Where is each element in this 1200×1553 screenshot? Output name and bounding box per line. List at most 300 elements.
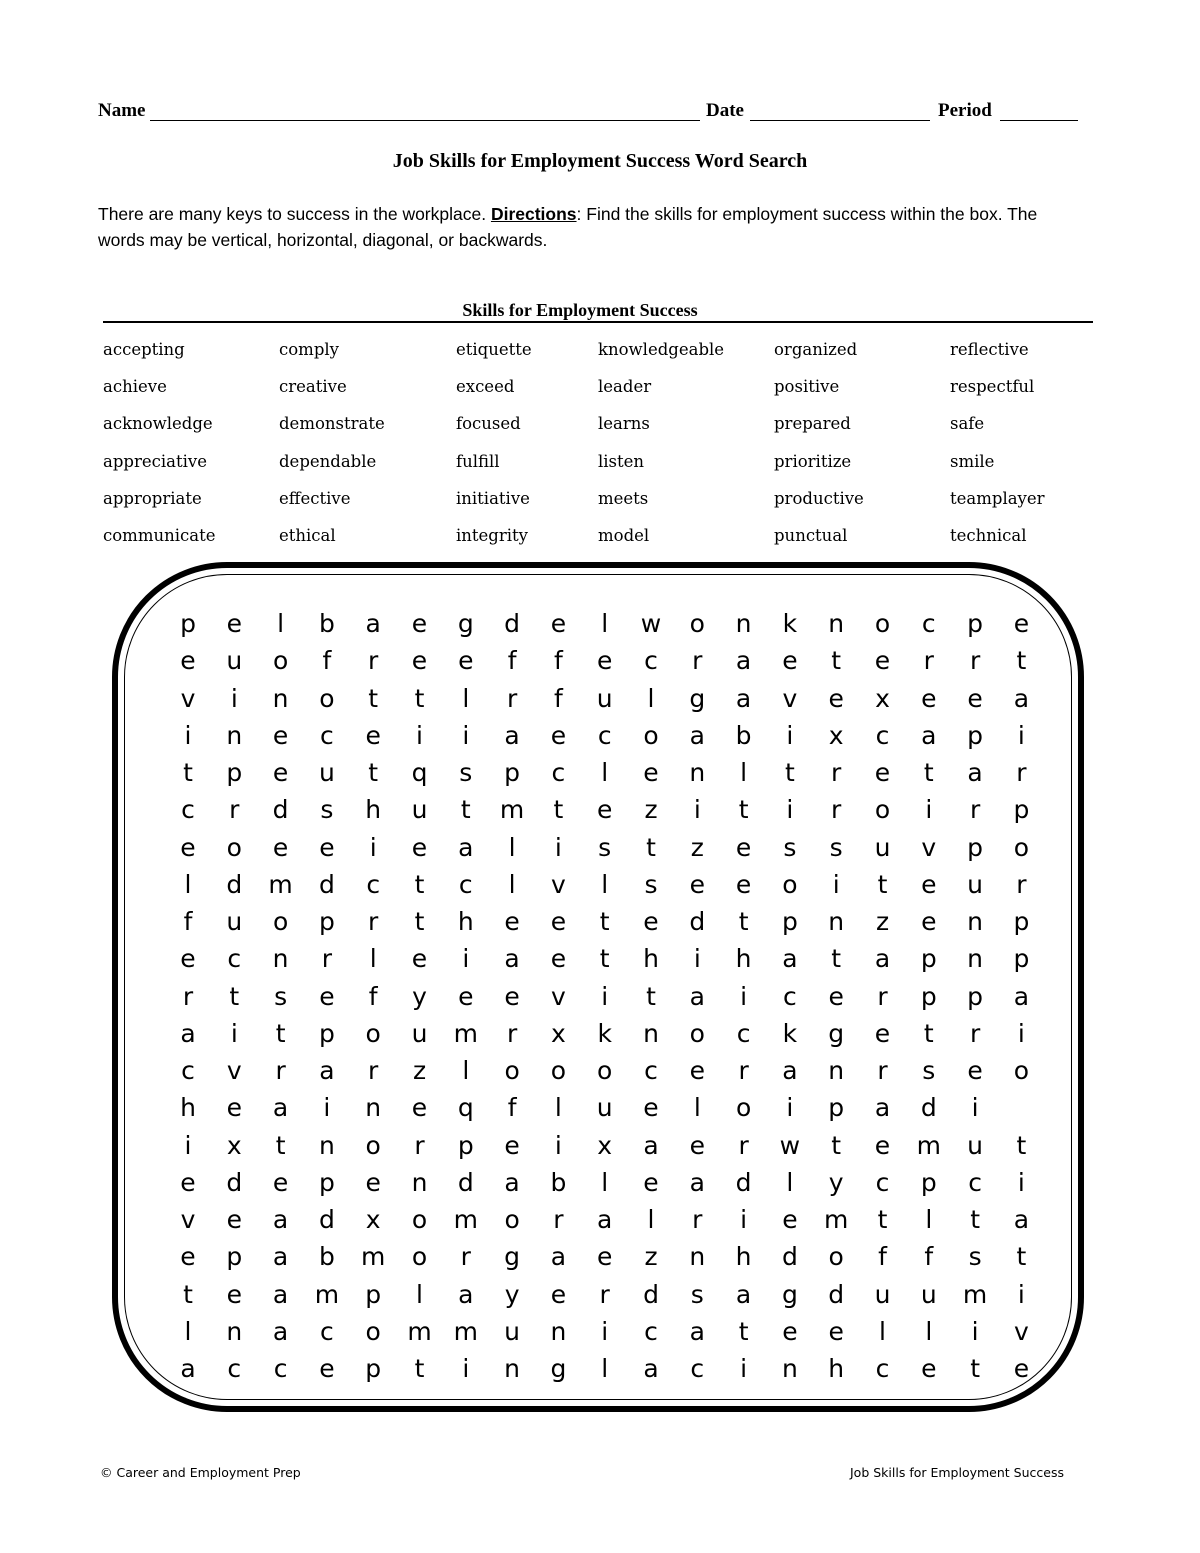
puzzle-letter[interactable]: u: [874, 1279, 891, 1309]
puzzle-letter[interactable]: i: [184, 1130, 192, 1160]
puzzle-letter[interactable]: a: [180, 1018, 196, 1048]
puzzle-letter[interactable]: x: [226, 1130, 242, 1160]
puzzle-letter[interactable]: v: [550, 869, 566, 899]
puzzle-letter[interactable]: a: [458, 832, 474, 862]
puzzle-letter[interactable]: t: [877, 869, 888, 899]
puzzle-letter[interactable]: t: [970, 1205, 980, 1234]
puzzle-letter[interactable]: l: [925, 1316, 933, 1346]
puzzle-letter[interactable]: c: [320, 1316, 334, 1346]
puzzle-letter[interactable]: f: [553, 683, 563, 713]
puzzle-letter[interactable]: f: [183, 907, 193, 936]
puzzle-letter[interactable]: r: [738, 1056, 749, 1085]
puzzle-letter[interactable]: n: [272, 944, 289, 974]
puzzle-letter[interactable]: k: [782, 1018, 798, 1048]
puzzle-letter[interactable]: h: [828, 1354, 845, 1383]
puzzle-letter[interactable]: e: [411, 609, 428, 638]
puzzle-letter[interactable]: t: [414, 683, 425, 713]
puzzle-letter[interactable]: m: [499, 795, 525, 825]
puzzle-letter[interactable]: i: [230, 1018, 238, 1048]
puzzle-letter[interactable]: p: [967, 609, 984, 638]
puzzle-letter[interactable]: y: [504, 1279, 520, 1309]
puzzle-letter[interactable]: c: [736, 1018, 751, 1048]
puzzle-letter[interactable]: g: [550, 1354, 567, 1383]
puzzle-letter[interactable]: n: [318, 1130, 335, 1160]
puzzle-letter[interactable]: l: [925, 1205, 933, 1234]
puzzle-letter[interactable]: t: [1016, 1242, 1027, 1272]
puzzle-letter[interactable]: a: [1013, 1205, 1030, 1234]
puzzle-letter[interactable]: c: [690, 1354, 705, 1383]
puzzle-letter[interactable]: g: [689, 683, 706, 713]
puzzle-letter[interactable]: r: [692, 1205, 703, 1234]
name-field[interactable]: [150, 120, 700, 121]
date-field[interactable]: [750, 120, 930, 121]
puzzle-letter[interactable]: i: [740, 1354, 748, 1383]
puzzle-letter[interactable]: e: [272, 720, 289, 750]
puzzle-letter[interactable]: d: [735, 1167, 752, 1197]
puzzle-letter[interactable]: e: [643, 1167, 659, 1197]
puzzle-letter[interactable]: n: [411, 1167, 428, 1197]
puzzle-letter[interactable]: o: [782, 869, 798, 899]
puzzle-letter[interactable]: e: [643, 907, 659, 936]
puzzle-letter[interactable]: i: [971, 1316, 979, 1346]
puzzle-letter[interactable]: a: [504, 1167, 520, 1197]
puzzle-letter[interactable]: o: [319, 683, 335, 713]
puzzle-letter[interactable]: o: [597, 1056, 613, 1085]
puzzle-letter[interactable]: d: [920, 1093, 937, 1123]
puzzle-letter[interactable]: i: [184, 720, 192, 750]
puzzle-letter[interactable]: n: [689, 758, 706, 787]
puzzle-letter[interactable]: d: [272, 795, 289, 825]
puzzle-letter[interactable]: u: [226, 646, 243, 676]
puzzle-letter[interactable]: r: [599, 1279, 610, 1309]
puzzle-letter[interactable]: i: [369, 832, 377, 862]
puzzle-letter[interactable]: i: [554, 832, 562, 862]
puzzle-letter[interactable]: o: [365, 1316, 381, 1346]
puzzle-letter[interactable]: t: [646, 832, 656, 862]
puzzle-letter[interactable]: o: [689, 609, 705, 638]
puzzle-letter[interactable]: e: [921, 869, 937, 899]
puzzle-letter[interactable]: a: [921, 720, 937, 750]
puzzle-letter[interactable]: r: [877, 1056, 888, 1085]
puzzle-letter[interactable]: c: [921, 609, 936, 638]
puzzle-letter[interactable]: l: [601, 758, 609, 787]
puzzle-letter[interactable]: a: [735, 1279, 752, 1309]
puzzle-letter[interactable]: h: [180, 1093, 196, 1123]
puzzle-letter[interactable]: v: [1013, 1316, 1029, 1346]
puzzle-letter[interactable]: p: [920, 944, 937, 974]
puzzle-letter[interactable]: m: [962, 1279, 988, 1309]
puzzle-letter[interactable]: e: [874, 1018, 891, 1048]
puzzle-letter[interactable]: l: [462, 683, 470, 713]
puzzle-letter[interactable]: z: [644, 1242, 658, 1272]
puzzle-letter[interactable]: r: [414, 1130, 425, 1160]
puzzle-letter[interactable]: a: [874, 944, 891, 974]
puzzle-letter[interactable]: e: [411, 832, 428, 862]
puzzle-letter[interactable]: e: [782, 1316, 798, 1346]
puzzle-letter[interactable]: a: [458, 1279, 474, 1309]
puzzle-letter[interactable]: p: [967, 720, 984, 750]
puzzle-letter[interactable]: i: [601, 1316, 609, 1346]
puzzle-letter[interactable]: i: [693, 795, 701, 825]
puzzle-letter[interactable]: d: [318, 1205, 335, 1234]
puzzle-letter[interactable]: r: [877, 981, 888, 1011]
puzzle-letter[interactable]: e: [921, 683, 937, 713]
puzzle-letter[interactable]: p: [781, 907, 798, 936]
puzzle-letter[interactable]: t: [414, 869, 425, 899]
puzzle-letter[interactable]: o: [874, 795, 891, 825]
puzzle-letter[interactable]: c: [875, 720, 890, 750]
puzzle-letter[interactable]: k: [782, 609, 798, 638]
puzzle-letter[interactable]: a: [272, 1093, 289, 1123]
puzzle-letter[interactable]: o: [828, 1242, 844, 1272]
puzzle-letter[interactable]: u: [504, 1316, 521, 1346]
puzzle-letter[interactable]: a: [272, 1205, 289, 1234]
puzzle-letter[interactable]: o: [550, 1056, 567, 1085]
puzzle-letter[interactable]: u: [967, 1130, 984, 1160]
puzzle-letter[interactable]: r: [923, 646, 934, 676]
puzzle-letter[interactable]: l: [462, 1056, 470, 1085]
puzzle-letter[interactable]: m: [268, 869, 293, 899]
puzzle-letter[interactable]: n: [643, 1018, 659, 1048]
puzzle-letter[interactable]: h: [643, 944, 659, 974]
puzzle-letter[interactable]: p: [318, 907, 335, 936]
puzzle-letter[interactable]: v: [180, 683, 196, 713]
puzzle-letter[interactable]: l: [647, 683, 655, 713]
puzzle-letter[interactable]: t: [599, 907, 610, 936]
puzzle-letter[interactable]: c: [783, 981, 797, 1011]
puzzle-letter[interactable]: n: [828, 609, 845, 638]
puzzle-letter[interactable]: s: [690, 1279, 704, 1309]
puzzle-letter[interactable]: s: [598, 832, 612, 862]
puzzle-letter[interactable]: e: [180, 1242, 196, 1272]
puzzle-letter[interactable]: v: [180, 1205, 196, 1234]
puzzle-letter[interactable]: t: [738, 907, 749, 936]
puzzle-letter[interactable]: f: [368, 981, 378, 1011]
puzzle-letter[interactable]: o: [365, 1130, 381, 1160]
puzzle-letter[interactable]: o: [365, 1018, 381, 1048]
puzzle-letter[interactable]: c: [273, 1354, 288, 1383]
puzzle-letter[interactable]: c: [644, 1056, 658, 1085]
puzzle-letter[interactable]: t: [368, 758, 379, 787]
puzzle-letter[interactable]: i: [971, 1093, 979, 1123]
puzzle-letter[interactable]: l: [184, 1316, 192, 1346]
puzzle-letter[interactable]: a: [1013, 981, 1030, 1011]
puzzle-letter[interactable]: i: [554, 1130, 562, 1160]
puzzle-letter[interactable]: g: [828, 1018, 845, 1048]
puzzle-letter[interactable]: s: [783, 832, 797, 862]
puzzle-letter[interactable]: t: [831, 944, 842, 974]
puzzle-letter[interactable]: u: [967, 869, 984, 899]
puzzle-letter[interactable]: a: [874, 1093, 891, 1123]
puzzle-letter[interactable]: r: [553, 1205, 564, 1234]
puzzle-letter[interactable]: e: [272, 832, 289, 862]
puzzle-letter[interactable]: e: [411, 1093, 428, 1123]
puzzle-letter[interactable]: m: [453, 1316, 478, 1346]
puzzle-letter[interactable]: r: [831, 758, 842, 787]
puzzle-letter[interactable]: p: [1013, 907, 1030, 936]
puzzle-letter[interactable]: s: [968, 1242, 982, 1272]
puzzle-letter[interactable]: t: [831, 646, 842, 676]
puzzle-letter[interactable]: i: [786, 720, 794, 750]
puzzle-letter[interactable]: e: [365, 1167, 381, 1197]
puzzle-letter[interactable]: h: [735, 1242, 752, 1272]
puzzle-letter[interactable]: e: [967, 683, 983, 713]
puzzle-letter[interactable]: p: [920, 981, 937, 1011]
puzzle-letter[interactable]: i: [740, 1205, 748, 1234]
puzzle-letter[interactable]: r: [368, 907, 379, 936]
puzzle-letter[interactable]: m: [361, 1242, 386, 1272]
puzzle-letter[interactable]: p: [365, 1354, 382, 1383]
puzzle-letter[interactable]: d: [457, 1167, 474, 1197]
puzzle-letter[interactable]: p: [967, 832, 984, 862]
puzzle-letter[interactable]: e: [874, 758, 891, 787]
puzzle-letter[interactable]: a: [643, 1130, 659, 1160]
puzzle-letter[interactable]: e: [504, 907, 520, 936]
puzzle-letter[interactable]: o: [272, 646, 289, 676]
puzzle-letter[interactable]: u: [596, 1093, 613, 1123]
puzzle-letter[interactable]: l: [601, 1167, 609, 1197]
puzzle-letter[interactable]: r: [831, 795, 842, 825]
puzzle-letter[interactable]: e: [180, 944, 196, 974]
puzzle-letter[interactable]: е: [365, 720, 381, 750]
puzzle-letter[interactable]: r: [182, 981, 194, 1011]
puzzle-letter[interactable]: c: [551, 758, 566, 787]
puzzle-letter[interactable]: e: [180, 832, 196, 862]
puzzle-letter[interactable]: t: [599, 944, 610, 974]
puzzle-letter[interactable]: l: [369, 944, 377, 974]
puzzle-letter[interactable]: o: [504, 1056, 520, 1085]
puzzle-letter[interactable]: n: [967, 907, 984, 936]
puzzle-letter[interactable]: e: [319, 981, 335, 1011]
puzzle-letter[interactable]: r: [321, 944, 333, 974]
puzzle-letter[interactable]: t: [970, 1354, 980, 1383]
puzzle-letter[interactable]: v: [782, 683, 798, 713]
puzzle-letter[interactable]: a: [1013, 683, 1030, 713]
puzzle-letter[interactable]: s: [459, 758, 473, 787]
puzzle-letter[interactable]: t: [553, 795, 564, 825]
puzzle-letter[interactable]: a: [782, 1056, 798, 1085]
puzzle-letter[interactable]: p: [920, 1167, 937, 1197]
puzzle-letter[interactable]: k: [597, 1018, 612, 1048]
puzzle-letter[interactable]: x: [550, 1018, 566, 1048]
puzzle-letter[interactable]: o: [1013, 832, 1030, 862]
puzzle-letter[interactable]: b: [318, 1242, 335, 1272]
puzzle-letter[interactable]: p: [1013, 944, 1030, 974]
puzzle-letter[interactable]: i: [416, 720, 423, 750]
puzzle-letter[interactable]: r: [275, 1056, 286, 1085]
puzzle-letter[interactable]: c: [320, 720, 334, 750]
puzzle-letter[interactable]: r: [506, 1018, 518, 1048]
puzzle-letter[interactable]: e: [735, 832, 752, 862]
puzzle-letter[interactable]: s: [274, 981, 288, 1011]
puzzle-letter[interactable]: d: [781, 1242, 798, 1272]
puzzle-letter[interactable]: z: [644, 795, 658, 825]
puzzle-letter[interactable]: m: [916, 1130, 941, 1160]
puzzle-letter[interactable]: b: [550, 1167, 567, 1197]
puzzle-letter[interactable]: u: [318, 758, 335, 787]
puzzle-letter[interactable]: e: [226, 1279, 242, 1309]
puzzle-letter[interactable]: o: [735, 1093, 752, 1123]
puzzle-letter[interactable]: a: [180, 1354, 196, 1383]
puzzle-letter[interactable]: b: [735, 720, 752, 750]
puzzle-letter[interactable]: t: [646, 981, 656, 1011]
puzzle-letter[interactable]: e: [828, 981, 844, 1011]
puzzle-letter[interactable]: m: [824, 1205, 849, 1234]
puzzle-letter[interactable]: h: [735, 944, 752, 974]
puzzle-letter[interactable]: f: [878, 1242, 887, 1272]
puzzle-letter[interactable]: l: [601, 1354, 609, 1383]
puzzle-letter[interactable]: e: [1013, 609, 1030, 638]
puzzle-letter[interactable]: c: [181, 1056, 195, 1085]
puzzle-letter[interactable]: e: [874, 646, 891, 676]
puzzle-letter[interactable]: i: [1017, 720, 1025, 750]
puzzle-letter[interactable]: r: [1016, 758, 1027, 787]
puzzle-letter[interactable]: c: [597, 720, 612, 750]
puzzle-letter[interactable]: e: [874, 1130, 891, 1160]
puzzle-letter[interactable]: w: [779, 1130, 801, 1160]
puzzle-letter[interactable]: t: [877, 1205, 888, 1234]
puzzle-letter[interactable]: l: [601, 869, 609, 899]
puzzle-letter[interactable]: s: [829, 832, 843, 862]
puzzle-letter[interactable]: x: [365, 1205, 381, 1234]
puzzle-letter[interactable]: e: [921, 1354, 937, 1383]
puzzle-letter[interactable]: u: [596, 683, 613, 713]
puzzle-letter[interactable]: d: [226, 869, 243, 899]
puzzle-letter[interactable]: l: [693, 1093, 701, 1123]
puzzle-letter[interactable]: l: [508, 869, 516, 899]
puzzle-letter[interactable]: e: [180, 646, 196, 676]
puzzle-letter[interactable]: i: [925, 795, 933, 825]
puzzle-letter[interactable]: n: [828, 907, 845, 936]
puzzle-letter[interactable]: a: [272, 1242, 289, 1272]
puzzle-letter[interactable]: g: [457, 609, 474, 638]
puzzle-letter[interactable]: f: [507, 1093, 517, 1123]
puzzle-letter[interactable]: c: [227, 944, 242, 974]
puzzle-letter[interactable]: m: [314, 1279, 340, 1309]
puzzle-letter[interactable]: c: [181, 795, 195, 825]
puzzle-letter[interactable]: a: [967, 758, 983, 787]
puzzle-letter[interactable]: a: [735, 683, 752, 713]
puzzle-letter[interactable]: p: [1013, 795, 1030, 825]
puzzle-letter[interactable]: m: [407, 1316, 432, 1346]
puzzle-letter[interactable]: t: [414, 907, 425, 936]
puzzle-letter[interactable]: a: [597, 1205, 613, 1234]
puzzle-letter[interactable]: e: [411, 646, 428, 676]
puzzle-letter[interactable]: e: [458, 646, 474, 676]
puzzle-letter[interactable]: i: [786, 795, 794, 825]
puzzle-letter[interactable]: e: [689, 1130, 705, 1160]
puzzle-letter[interactable]: i: [462, 720, 470, 750]
puzzle-letter[interactable]: e: [735, 869, 752, 899]
puzzle-letter[interactable]: h: [457, 907, 474, 936]
puzzle-letter[interactable]: u: [920, 1279, 937, 1309]
puzzle-letter[interactable]: p: [457, 1130, 474, 1160]
puzzle-letter[interactable]: e: [689, 869, 705, 899]
puzzle-letter[interactable]: e: [782, 1205, 798, 1234]
puzzle-letter[interactable]: i: [1017, 1018, 1025, 1048]
puzzle-letter[interactable]: s: [320, 795, 334, 825]
puzzle-letter[interactable]: f: [553, 646, 563, 676]
puzzle-letter[interactable]: a: [689, 981, 705, 1011]
puzzle-letter[interactable]: e: [596, 795, 613, 825]
puzzle-letter[interactable]: r: [692, 646, 703, 676]
puzzle-letter[interactable]: o: [411, 1242, 428, 1272]
puzzle-letter[interactable]: b: [318, 609, 335, 638]
puzzle-letter[interactable]: a: [689, 1167, 705, 1197]
puzzle-letter[interactable]: o: [272, 907, 289, 936]
puzzle-letter[interactable]: s: [922, 1056, 936, 1085]
puzzle-letter[interactable]: r: [969, 1018, 981, 1048]
puzzle-letter[interactable]: z: [875, 907, 890, 936]
puzzle-letter[interactable]: n: [272, 683, 289, 713]
puzzle-letter[interactable]: e: [319, 832, 335, 862]
puzzle-letter[interactable]: l: [184, 869, 192, 899]
puzzle-letter[interactable]: g: [504, 1242, 521, 1272]
puzzle-letter[interactable]: i: [462, 944, 470, 974]
puzzle-letter[interactable]: n: [226, 1316, 243, 1346]
puzzle-letter[interactable]: e: [828, 683, 844, 713]
puzzle-letter[interactable]: a: [735, 646, 752, 676]
puzzle-letter[interactable]: n: [226, 720, 243, 750]
puzzle-letter[interactable]: t: [784, 758, 795, 787]
puzzle-letter[interactable]: i: [230, 683, 238, 713]
puzzle-letter[interactable]: f: [924, 1242, 934, 1272]
puzzle-letter[interactable]: e: [319, 1354, 335, 1383]
puzzle-letter[interactable]: a: [504, 720, 520, 750]
puzzle-letter[interactable]: v: [550, 981, 566, 1011]
puzzle-letter[interactable]: t: [923, 758, 934, 787]
puzzle-letter[interactable]: a: [689, 1316, 705, 1346]
puzzle-letter[interactable]: i: [832, 869, 840, 899]
puzzle-letter[interactable]: a: [504, 944, 520, 974]
puzzle-letter[interactable]: l: [786, 1167, 794, 1197]
puzzle-letter[interactable]: e: [226, 1205, 242, 1234]
puzzle-letter[interactable]: o: [504, 1205, 520, 1234]
puzzle-letter[interactable]: e: [550, 944, 567, 974]
puzzle-letter[interactable]: v: [921, 832, 937, 862]
puzzle-letter[interactable]: i: [693, 944, 701, 974]
puzzle-letter[interactable]: n: [781, 1354, 798, 1383]
puzzle-letter[interactable]: p: [226, 758, 243, 787]
puzzle-letter[interactable]: a: [782, 944, 798, 974]
puzzle-letter[interactable]: i: [323, 1093, 331, 1123]
puzzle-letter[interactable]: e: [226, 1093, 242, 1123]
puzzle-letter[interactable]: p: [180, 609, 196, 638]
puzzle-letter[interactable]: z: [690, 832, 704, 862]
puzzle-letter[interactable]: d: [643, 1279, 659, 1309]
puzzle-letter[interactable]: e: [272, 1167, 289, 1197]
puzzle-letter[interactable]: n: [967, 944, 984, 974]
puzzle-letter[interactable]: e: [272, 758, 289, 787]
puzzle-letter[interactable]: e: [550, 1279, 567, 1309]
puzzle-letter[interactable]: y: [828, 1167, 844, 1197]
puzzle-letter[interactable]: h: [365, 795, 382, 825]
puzzle-letter[interactable]: r: [229, 795, 240, 825]
puzzle-letter[interactable]: e: [550, 609, 567, 638]
puzzle-letter[interactable]: w: [640, 609, 662, 638]
puzzle-letter[interactable]: s: [644, 869, 658, 899]
puzzle-letter[interactable]: d: [689, 907, 706, 936]
puzzle-letter[interactable]: e: [596, 646, 613, 676]
puzzle-letter[interactable]: d: [318, 869, 335, 899]
puzzle-letter[interactable]: a: [643, 1354, 659, 1383]
puzzle-letter[interactable]: c: [875, 1354, 890, 1383]
puzzle-letter[interactable]: c: [644, 1316, 658, 1346]
puzzle-letter[interactable]: r: [969, 646, 981, 676]
puzzle-letter[interactable]: u: [874, 832, 891, 862]
puzzle-letter[interactable]: e: [226, 609, 242, 638]
puzzle-letter[interactable]: t: [414, 1354, 425, 1383]
